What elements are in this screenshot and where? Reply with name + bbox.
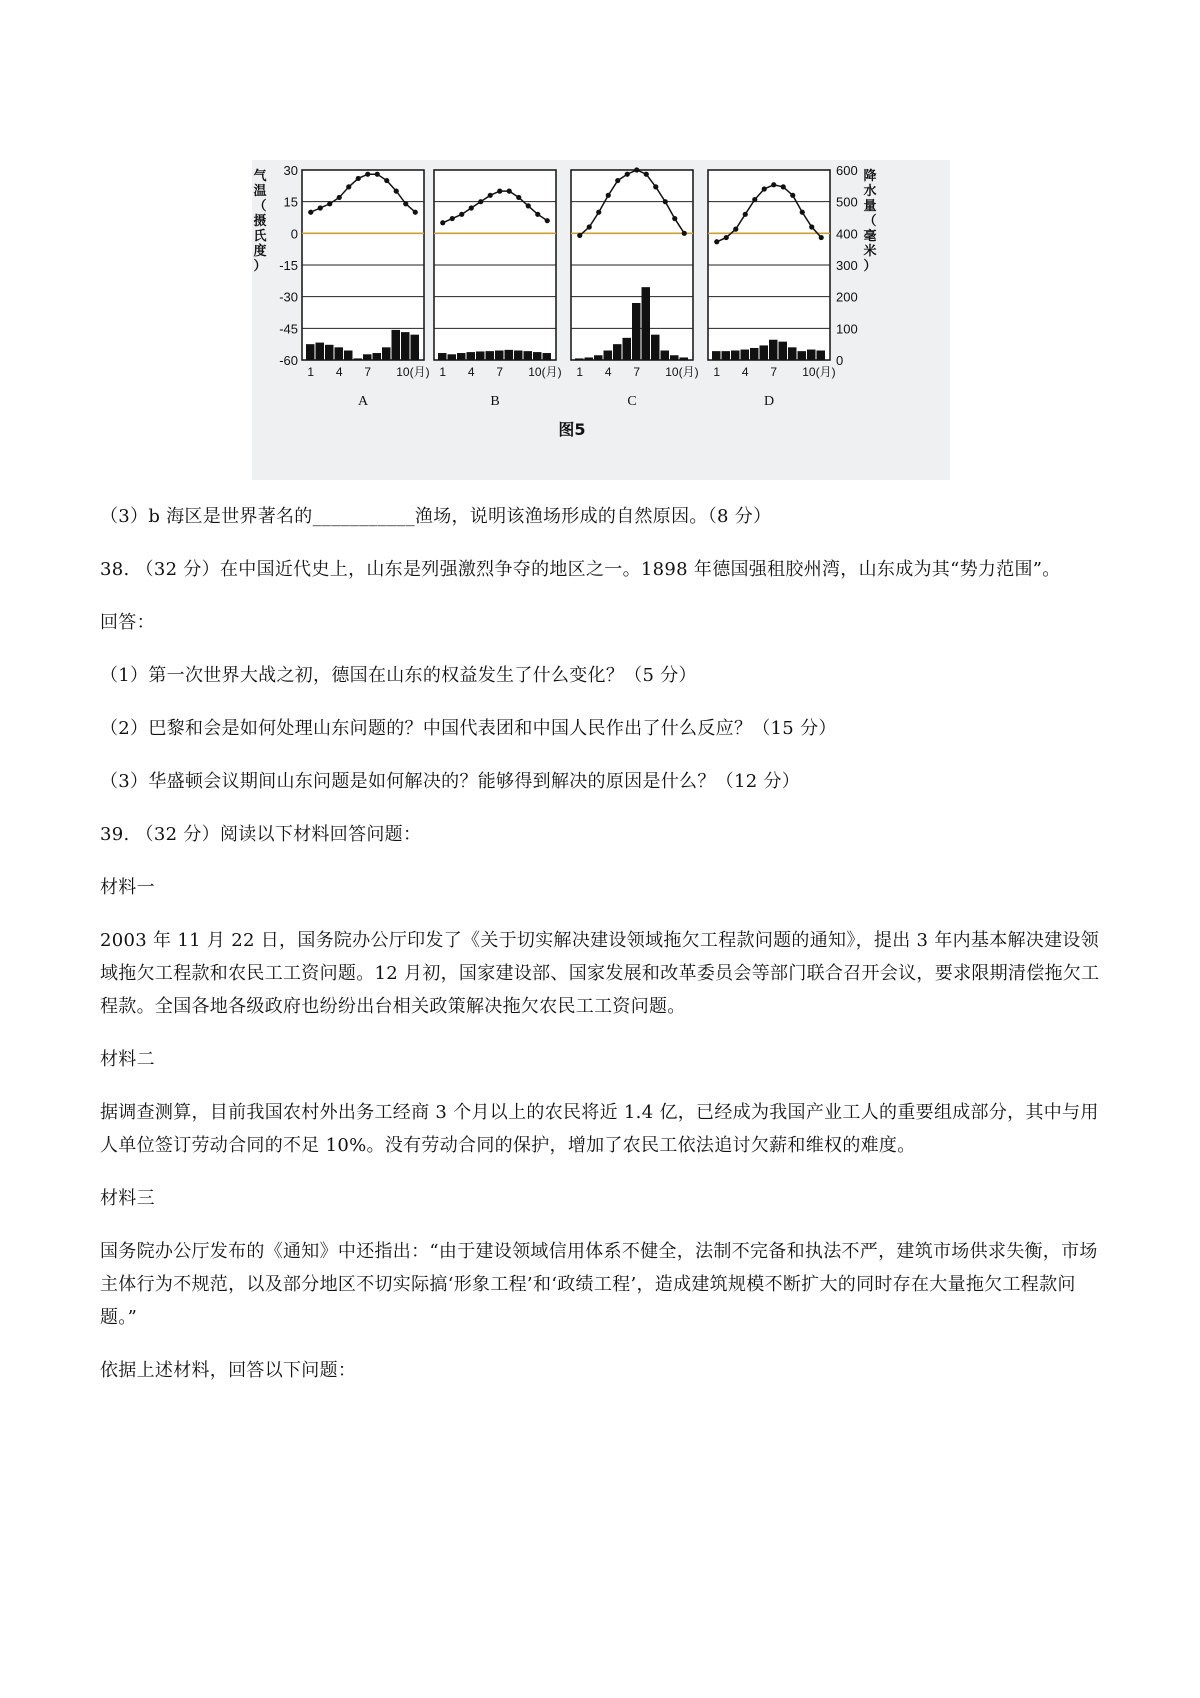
right-axis-title-char: 降 [863, 169, 877, 184]
left-axis-title-char: （ [253, 199, 267, 214]
precip-tick-label: 400 [836, 226, 858, 242]
temp-point-C [653, 184, 658, 189]
temp-point-B [440, 220, 445, 225]
left-axis-title-char: 温 [253, 184, 267, 199]
temp-point-B [526, 203, 531, 208]
precip-tick-label: 600 [836, 163, 858, 178]
temp-point-B [469, 205, 474, 210]
precip-bar-C [632, 303, 641, 360]
precip-bar-B [457, 353, 466, 360]
document-body [100, 500, 1100, 1407]
panel-label: D [763, 394, 775, 409]
material-3-heading: 材料三 [100, 1188, 155, 1209]
precip-bar-D [760, 345, 769, 360]
precip-bar-C [651, 335, 660, 360]
month-tick-label: 7 [770, 365, 778, 379]
precip-bar-C [623, 338, 632, 360]
month-tick-label: 7 [633, 365, 641, 379]
precip-bar-A [335, 347, 344, 360]
temp-point-D [790, 193, 795, 198]
temp-point-A [384, 178, 389, 183]
precip-bar-B [505, 350, 514, 360]
precip-bar-D [722, 351, 731, 360]
month-tick-label: 10(月) [665, 365, 699, 379]
precip-bar-B [524, 351, 533, 360]
temp-point-C [606, 193, 611, 198]
right-axis-title-char: ） [863, 259, 877, 274]
panel-label: B [490, 394, 500, 409]
precip-bar-A [382, 347, 391, 360]
temp-point-C [634, 167, 639, 172]
precip-bar-C [642, 287, 651, 360]
left-axis-title-char: 度 [253, 244, 267, 259]
left-axis-title-char: ） [253, 259, 267, 274]
precip-tick-label: 300 [836, 258, 858, 273]
temp-point-A [327, 201, 332, 206]
temp-point-B [459, 212, 464, 217]
precip-bar-B [467, 352, 476, 360]
precip-bar-C [594, 355, 603, 360]
temp-point-C [682, 231, 687, 236]
month-tick-label: 4 [335, 365, 343, 379]
temp-point-D [809, 224, 814, 229]
temp-point-C [663, 199, 668, 204]
precip-bar-A [344, 351, 353, 361]
temp-tick-label: 15 [283, 194, 298, 210]
temp-point-A [413, 210, 418, 215]
temp-point-A [308, 210, 313, 215]
left-axis-title-char: 氏 [253, 229, 267, 244]
precip-bar-B [514, 351, 523, 361]
precip-bar-C [613, 344, 622, 360]
precip-bar-D [779, 342, 788, 360]
temp-point-A [337, 195, 342, 200]
precip-bar-B [495, 351, 504, 361]
temp-point-B [507, 189, 512, 194]
temp-tick-label: -45 [279, 321, 298, 337]
precip-bar-A [411, 335, 420, 360]
precip-bar-B [543, 353, 552, 360]
precip-bar-D [769, 340, 778, 360]
precip-bar-C [585, 357, 594, 360]
temp-tick-label: -60 [279, 353, 298, 368]
right-axis-title-char: （ [863, 214, 877, 229]
precip-tick-label: 200 [836, 289, 858, 305]
temp-point-D [800, 210, 805, 215]
material-3-text: 国务院办公厅发布的《通知》中还指出：“由于建设领域信用体系不健全，法制不完备和执法不严，建筑市场供求失衡，市场主体行为不规范，以及部分地区不切实际搞‘形象工程’和‘政绩工程’，造成建筑规模不断扩大的同时存在大量拖欠工程款问题。” [100, 1241, 1098, 1328]
temp-point-C [644, 172, 649, 177]
temp-point-B [545, 218, 550, 223]
temp-point-C [615, 178, 620, 183]
climate-figure-panel [252, 160, 950, 480]
temp-point-B [535, 212, 540, 217]
question-38-1: （1）第一次世界大战之初，德国在山东的权益发生了什么变化？（5 分） [100, 665, 697, 686]
left-axis-title-char: 气 [253, 169, 267, 184]
temp-point-C [596, 210, 601, 215]
precip-bar-D [741, 350, 750, 360]
temp-point-D [771, 182, 776, 187]
month-tick-label: 7 [364, 365, 372, 379]
precip-bar-C [575, 358, 584, 360]
temp-point-B [478, 199, 483, 204]
precip-bar-D [731, 351, 740, 361]
figure-caption: 图5 [558, 420, 586, 439]
precip-bar-C [604, 351, 613, 361]
material-1-text: 2003 年 11 月 22 日，国务院办公厅印发了《关于切实解决建设领域拖欠工程款问题的通知》，提出 3 年内基本解决建设领域拖欠工程款和农民工工资问题。12 月初，国家建设部、国家发展和改革委员会等部门联合召开会议，要求限期清偿拖欠工程款。全国各地各级政府也纷纷出台相关政策解决拖欠农民工工资问题。 [100, 930, 1100, 1017]
temp-tick-label: 30 [283, 163, 298, 178]
temp-point-C [625, 172, 630, 177]
temp-point-B [488, 193, 493, 198]
question-37-3: （3）b 海区是世界著名的___________渔场，说明该渔场形成的自然原因。（8 分） [100, 506, 772, 527]
precip-bar-B [533, 352, 542, 360]
question-38-2: （2）巴黎和会是如何处理山东问题的？中国代表团和中国人民作出了什么反应？（15 分） [100, 718, 837, 739]
precip-bar-B [438, 353, 447, 360]
material-1-heading: 材料一 [100, 877, 155, 898]
temp-point-D [714, 239, 719, 244]
temp-point-A [318, 205, 323, 210]
precip-bar-D [817, 351, 826, 361]
month-tick-label: 1 [307, 365, 315, 379]
question-38-3: （3）华盛顿会议期间山东问题是如何解决的？能够得到解决的原因是什么？（12 分） [100, 771, 801, 792]
month-tick-label: 4 [741, 365, 749, 379]
temp-point-B [450, 216, 455, 221]
month-tick-label: 10(月) [802, 365, 836, 379]
precip-bar-A [363, 354, 372, 360]
closing-prompt: 依据上述材料，回答以下问题： [100, 1360, 357, 1381]
temp-point-A [356, 176, 361, 181]
question-38: 38. （32 分）在中国近代史上，山东是列强激烈争夺的地区之一。1898 年德国强租胶州湾，山东成为其“势力范围”。 [100, 559, 1061, 580]
month-tick-label: 1 [713, 365, 721, 379]
temp-point-D [752, 197, 757, 202]
precip-bar-C [670, 355, 679, 360]
month-tick-label: 10(月) [528, 365, 562, 379]
temp-point-D [733, 227, 738, 232]
month-tick-label: 10(月) [396, 365, 430, 379]
temp-point-A [394, 189, 399, 194]
temp-point-D [762, 186, 767, 191]
month-tick-label: 4 [467, 365, 475, 379]
precip-tick-label: 100 [836, 321, 858, 337]
precip-bar-A [354, 358, 363, 360]
temp-tick-label: 0 [290, 226, 298, 242]
precip-bar-A [373, 353, 382, 360]
precip-bar-A [316, 343, 325, 360]
answer-prompt: 回答： [100, 612, 155, 633]
precip-bar-D [798, 351, 807, 360]
precip-bar-D [712, 351, 721, 360]
temp-point-B [516, 195, 521, 200]
precip-bar-D [807, 350, 816, 360]
right-axis-title-char: 毫 [863, 229, 877, 244]
temp-point-A [375, 172, 380, 177]
precip-bar-D [788, 347, 797, 360]
climate-chart [252, 160, 950, 480]
precip-bar-A [392, 330, 401, 360]
temp-point-A [403, 201, 408, 206]
precip-bar-B [476, 351, 485, 360]
right-axis-title-char: 量 [863, 199, 877, 214]
temp-point-D [781, 184, 786, 189]
temp-point-D [724, 235, 729, 240]
temp-point-A [346, 184, 351, 189]
precip-bar-B [448, 354, 457, 360]
precip-bar-D [750, 348, 759, 360]
month-tick-label: 1 [576, 365, 584, 379]
temp-point-D [819, 235, 824, 240]
material-2-heading: 材料二 [100, 1049, 155, 1070]
question-39: 39. （32 分）阅读以下材料回答问题： [100, 824, 422, 845]
temp-tick-label: -30 [279, 289, 298, 305]
temp-tick-label: -15 [279, 258, 298, 273]
month-tick-label: 1 [439, 365, 447, 379]
panel-label: A [357, 394, 369, 409]
temp-point-C [587, 224, 592, 229]
precip-bar-A [306, 344, 315, 360]
left-axis-title-char: 摄 [253, 214, 267, 229]
precip-bar-B [486, 351, 495, 360]
panel-label: C [627, 394, 637, 409]
temp-point-C [577, 233, 582, 238]
precip-bar-C [680, 357, 689, 360]
temp-point-B [497, 189, 502, 194]
precip-tick-label: 0 [836, 353, 844, 368]
temp-point-C [672, 216, 677, 221]
precip-bar-A [325, 345, 334, 360]
precip-bar-C [661, 351, 670, 361]
temp-point-D [743, 212, 748, 217]
precip-tick-label: 500 [836, 194, 858, 210]
right-axis-title-char: 米 [863, 244, 877, 259]
month-tick-label: 7 [496, 365, 504, 379]
month-tick-label: 4 [604, 365, 612, 379]
material-2-text: 据调查测算，目前我国农村外出务工经商 3 个月以上的农民将近 1.4 亿，已经成为我国产业工人的重要组成部分，其中与用人单位签订劳动合同的不足 10%。没有劳动合同的保护，增加了农民工依法追讨欠薪和维权的难度。 [100, 1102, 1099, 1156]
temp-point-A [365, 172, 370, 177]
right-axis-title-char: 水 [863, 184, 877, 199]
precip-bar-A [401, 332, 410, 360]
